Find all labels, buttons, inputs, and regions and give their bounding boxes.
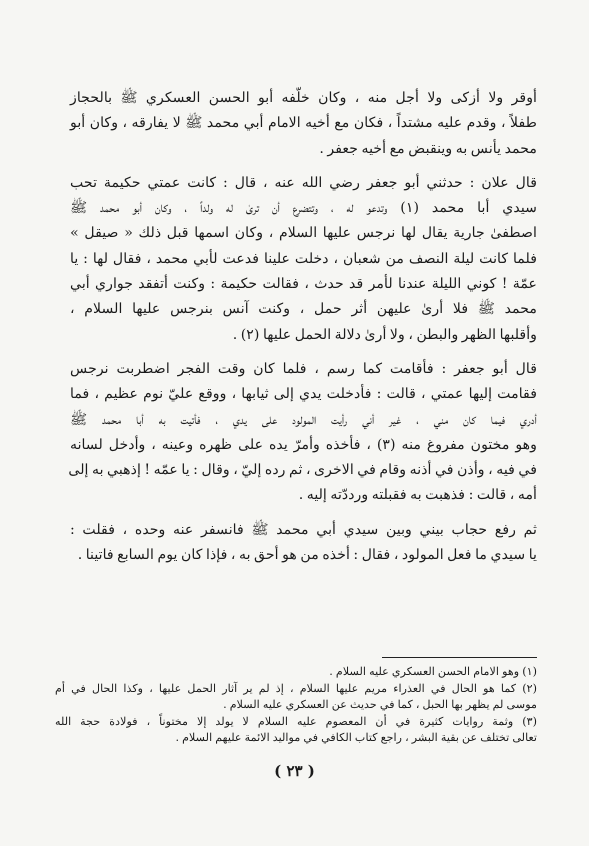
text-line: أمه ، قالت : فذهبت به فقبلته ورددّته إليه .: [298, 487, 537, 504]
text-line: محمد يأنس به وينقبض مع أخيه جعفر .: [319, 140, 537, 157]
footnote-divider: [382, 657, 537, 658]
page-number: ( ٢٣ ): [274, 762, 315, 780]
footnote-line: تعالى تختلف عن بقية البشر ، راجع كتاب الكافي في مواليد الائمة عليهم السلام .: [175, 731, 537, 744]
footnote-line: (٣) وثمة روايات كثيرة في أن المعصوم عليه السلام لا يولد إلا مختوناً ، فولادة حجة الله: [55, 715, 537, 728]
text-line: قال أبو جعفر : فأقامت كما رسم ، فلما كان وقت الفجر اضطربت نرجس: [70, 360, 537, 377]
text-line: أدري فيما كان مني ، غير أني رأيت المولود على يدي ، فأتيت به أبا محمد ﷺ: [70, 411, 537, 428]
text-line: قال علان : حدثني أبو جعفر رضي الله عنه ، قال : كانت عمتي حكيمة تحب: [70, 174, 537, 191]
text-line: اصطفىٰ جارية يقال لها نرجس عليها السلام ، وكان اسمها قبل ذلك « صيقل »: [70, 225, 537, 242]
text-line: فقامت إليها عمتي ، قالت : فأدخلت يدي إلى ثيابها ، ووقع عليّ نوم عظيم ، فما: [70, 386, 537, 403]
text-line: وهو مختون مفروغ منه (٣) ، فأخذه وأمرّ يده على ظهره وعينه ، وأدخل لسانه: [70, 436, 537, 453]
text-line: يا سيدي ما فعل المولود ، فقال : أخذه من هو أحق به ، فإذا كان يوم السابع فاتينا .: [77, 547, 537, 564]
text-line: في فيه ، وأذن في أذنه وقام في الاخرى ، ثم رده إليّ ، وقال : يا عمّه ! إذهبي به إلى: [68, 462, 537, 479]
text-line: سيدي أبا محمد (١) وتدعو له ، وتتضرع أن ترىٰ له ولداً ، وكان أبو محمد ﷺ: [70, 200, 538, 217]
text-line: محمد ﷺ فلا أرىٰ عليهن أثر حمل ، وكنت آنس بنرجس عليها السلام ،: [70, 301, 537, 318]
text-line: فلما كانت ليلة النصف من شعبان ، دخلت علينا فدعت لأبي محمد ، فقال لها : يا: [70, 250, 537, 267]
text-line: أوقر ولا أزكى ولا أجل منه ، وكان خلّفه أبو الحسن العسكري ﷺ بالحجاز: [70, 90, 537, 106]
footnote-line: (١) وهو الامام الحسن العسكري عليه السلام .: [329, 665, 537, 678]
text-line: وأقلبها الظهر والبطن ، ولا أرىٰ دلالة الحمل عليها (٢) .: [232, 326, 537, 343]
footnote-line: (٢) كما هو الحال في العذراء مريم عليها السلام ، إذ لم ير آثار الحمل عليها ، وكذا الحال في أم: [55, 682, 537, 695]
footnote-line: موسى لم يظهر بها الحبل ، كما في حديث عن العسكري عليه السلام .: [223, 698, 537, 711]
text-line: ثم رفع حجاب بيني وبين سيدي أبي محمد ﷺ فانسفر عنه وحده ، فقلت :: [70, 521, 537, 538]
text-line: عمّة ! كوني الليلة عندنا لأمر قد حدث ، فقالت حكيمة : وكنت أتفقد جواري أبي: [70, 276, 537, 293]
footnotes: [55, 664, 537, 746]
main-text: [70, 86, 537, 568]
text-line: طفلاً ، وقدم عليه مشتداً ، فكان مع أخيه الامام أبي محمد ﷺ لا يفارقه ، وكان أبو: [70, 115, 537, 132]
